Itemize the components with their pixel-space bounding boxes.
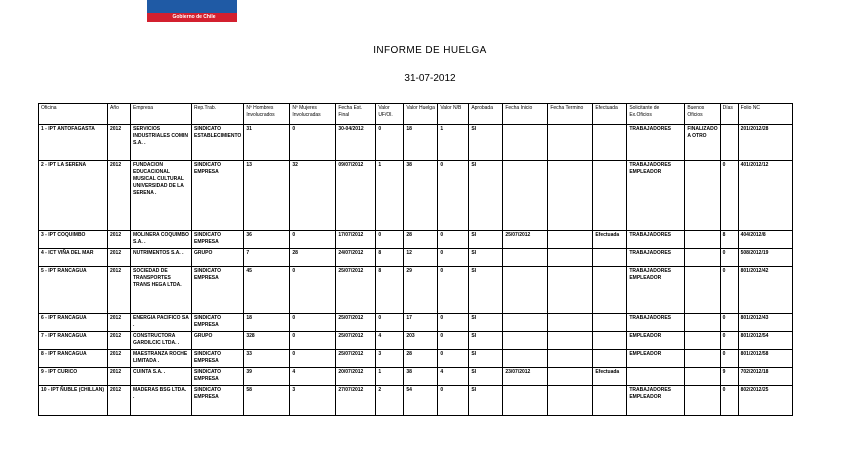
table-cell: TRABAJADORES EMPLEADOR [627,267,685,314]
col-header: Buenos Oficios [685,104,720,125]
table-cell: ENERGIA PACIFICO SA . [131,314,192,332]
table-cell [685,350,720,368]
table-cell [548,332,593,350]
table-row [39,249,793,267]
table-cell: 0 [290,350,336,368]
table-cell: 2012 [108,267,131,314]
table-cell: 24/07/2012 [336,249,376,267]
table-cell: 25/07/2012 [336,314,376,332]
table-cell [685,231,720,249]
col-header: Folio NC [738,104,792,125]
table-cell: EMPLEADOR [627,332,685,350]
table-cell [685,267,720,314]
col-header: Aprobada [469,104,503,125]
table-cell: 1 [438,125,469,161]
table-row [39,161,793,231]
table-cell: 10 - IPT ÑUBLE (CHILLAN) [39,386,108,416]
table-cell: 0 [720,350,738,368]
table-cell: 0 [438,314,469,332]
table-cell: 8 [376,249,404,267]
table-cell: 7 [244,249,290,267]
table-cell [685,314,720,332]
table-cell: 3 [290,386,336,416]
table-cell [548,267,593,314]
table-cell: 2 [376,386,404,416]
table-cell: 0 [720,267,738,314]
table-cell: 0 [720,249,738,267]
col-header: Efectuada [593,104,627,125]
table-cell: 802/2012/25 [738,386,792,416]
table-cell: SI [469,350,503,368]
col-header: Valor Huelga [404,104,438,125]
table-cell: 23/07/2012 [503,368,548,386]
table-cell: 0 [290,332,336,350]
col-header: Valor UF/Ol. [376,104,404,125]
table-cell: 801/2012/42 [738,267,792,314]
table-cell [503,249,548,267]
table-cell: SI [469,386,503,416]
table-cell: 2012 [108,161,131,231]
table-cell: 3 [376,350,404,368]
table-cell: 18 [404,125,438,161]
table-cell: SOCIEDAD DE TRANSPORTES TRANS HEGA LTDA. [131,267,192,314]
table-cell: TRABAJADORES [627,125,685,161]
table-row [39,332,793,350]
table-cell [593,350,627,368]
table-cell [548,249,593,267]
table-cell: 13 [244,161,290,231]
table-cell: 33 [244,350,290,368]
table-cell: 2012 [108,332,131,350]
table-cell: 0 [438,386,469,416]
table-cell: 4 [290,368,336,386]
table-cell: 45 [244,267,290,314]
table-cell: 2 - IPT LA SERENA [39,161,108,231]
table-cell: 8 [720,231,738,249]
table-cell: SINDICATO EMPRESA [192,368,244,386]
table-cell: 28 [404,350,438,368]
logo-blue-band [147,0,237,13]
table-cell [685,161,720,231]
table-cell: 0 [438,161,469,231]
table-cell: TRABAJADORES [627,231,685,249]
table-cell: 09/07/2012 [336,161,376,231]
table-cell: 0 [290,231,336,249]
col-header: Solicitante de Ex.Oficios [627,104,685,125]
table-cell: 0 [438,231,469,249]
table-cell: SINDICATO EMPRESA [192,314,244,332]
table-cell: 0 [290,267,336,314]
table-cell: NUTRIMENTOS S.A. . [131,249,192,267]
table-cell: 30-04/2012 [336,125,376,161]
gobierno-logo [147,0,237,22]
table-cell [503,125,548,161]
table-cell [548,314,593,332]
col-header: Fecha Termino [548,104,593,125]
table-row [39,386,793,416]
report-date: 31-07-2012 [404,73,456,84]
table-cell: MOLINERA COQUIMBO S.A. . [131,231,192,249]
table-cell: FINALIZADO A OTRO [685,125,720,161]
table-row [39,125,793,161]
table-cell: SI [469,267,503,314]
table-cell: 28 [290,249,336,267]
table-cell: 0 [720,314,738,332]
table-row [39,350,793,368]
table-cell: 0 [376,314,404,332]
table-cell: GRUPO [192,332,244,350]
table-cell: SI [469,161,503,231]
table-cell [593,314,627,332]
table-cell: 203 [404,332,438,350]
table-cell [720,125,738,161]
table-cell: 2012 [108,314,131,332]
table-cell [593,125,627,161]
table-cell: 201/2012/28 [738,125,792,161]
table-cell: 702/2012/18 [738,368,792,386]
table-cell: SERVICIOS INDUSTRIALES COMIN S.A. . [131,125,192,161]
table-cell: 801/2012/58 [738,350,792,368]
table-cell: 31 [244,125,290,161]
table-cell: SINDICATO ESTABLECIMIENTO [192,125,244,161]
table-cell: 8 [376,267,404,314]
table-cell: 5 - IPT RANCAGUA [39,267,108,314]
table-cell: CONSTRUCTORA GARDILCIC LTDA. . [131,332,192,350]
table-cell: SI [469,314,503,332]
col-header: Nº Mujeres Involucradas [290,104,336,125]
col-header: Nº Hombres Involucrados [244,104,290,125]
table-cell: SINDICATO EMPRESA [192,267,244,314]
table-cell: 0 [720,386,738,416]
table-cell: 801/2012/43 [738,314,792,332]
table-cell: Efectuada [593,231,627,249]
table-cell: 1 - IPT ANTOFAGASTA [39,125,108,161]
table-cell: 32 [290,161,336,231]
table-cell: SI [469,231,503,249]
table-cell: SI [469,368,503,386]
table-cell: 7 - IPT RANCAGUA [39,332,108,350]
report-title: INFORME DE HUELGA [373,45,487,56]
table-cell: 1 [376,161,404,231]
table-cell: 2012 [108,368,131,386]
table-cell: SINDICATO EMPRESA [192,231,244,249]
table-cell: 0 [290,125,336,161]
table-cell: 2012 [108,350,131,368]
table-cell: TRABAJADORES EMPLEADOR [627,386,685,416]
table-cell: 4 [376,332,404,350]
col-header: Año [108,104,131,125]
table-cell [548,161,593,231]
table-cell: MADERAS BSG LTDA. . [131,386,192,416]
table-cell: 4 [438,368,469,386]
table-cell: 404/2012/8 [738,231,792,249]
table-row [39,368,793,386]
table-cell: 39 [244,368,290,386]
table-cell: TRABAJADORES [627,249,685,267]
table-cell: 0 [376,125,404,161]
table-cell: 0 [720,161,738,231]
table-cell: 25/07/2012 [336,332,376,350]
col-header: Valor N/B [438,104,469,125]
table-cell: 6 - IPT RANCAGUA [39,314,108,332]
table-cell [685,386,720,416]
table-cell: 25/07/2012 [503,231,548,249]
table-cell: GRUPO [192,249,244,267]
table-cell [685,332,720,350]
table-cell [503,161,548,231]
table-cell: 801/2012/54 [738,332,792,350]
table-cell: 38 [404,161,438,231]
table-cell: 2012 [108,386,131,416]
table-cell [593,386,627,416]
table-cell [593,332,627,350]
table-cell: 401/2012/12 [738,161,792,231]
table-cell: 0 [290,314,336,332]
table-cell: 36 [244,231,290,249]
table-cell [685,249,720,267]
table-cell [593,161,627,231]
table-cell: 1 [376,368,404,386]
col-header: Rep.Trab. [192,104,244,125]
table-cell: MAESTRANZA ROCHE LIMITADA . [131,350,192,368]
table-cell: FUNDACION EDUCACIONAL MUSICAL CULTURAL UNIVERSIDAD DE LA SERENA . [131,161,192,231]
table-cell: SINDICATO EMPRESA [192,386,244,416]
col-header: Días [720,104,738,125]
table-row [39,231,793,249]
table-cell: SI [469,332,503,350]
table-cell: SI [469,249,503,267]
table-cell: TRABAJADORES EMPLEADOR [627,161,685,231]
table-cell: 58 [244,386,290,416]
table-cell: 25/07/2012 [336,267,376,314]
table-cell: 25/07/2012 [336,350,376,368]
table-cell: SINDICATO EMPRESA [192,350,244,368]
table-row [39,267,793,314]
table-cell [685,368,720,386]
table-cell [503,386,548,416]
table-cell: 29 [404,267,438,314]
table-cell: CUINTA S.A. . [131,368,192,386]
strike-report-table [38,103,793,416]
table-cell: 0 [438,332,469,350]
table-cell: Efectuada [593,368,627,386]
col-header: Empresa [131,104,192,125]
table-cell: 0 [438,249,469,267]
table-cell: 17 [404,314,438,332]
table-row [39,314,793,332]
table-cell: 18 [244,314,290,332]
col-header: Fecha Inicio [503,104,548,125]
table-cell: SI [469,125,503,161]
table-cell: 2012 [108,231,131,249]
col-header: Oficina [39,104,108,125]
table-cell: 9 [720,368,738,386]
table-cell: 4 - ICT VIÑA DEL MAR [39,249,108,267]
table-cell: 328 [244,332,290,350]
table-cell: SINDICATO EMPRESA [192,161,244,231]
col-header: Fecha Est. Final [336,104,376,125]
table-cell [593,249,627,267]
table-cell: 28 [404,231,438,249]
table-cell [503,314,548,332]
table-cell: 20/07/2012 [336,368,376,386]
table-cell [548,386,593,416]
table-cell: 17/07/2012 [336,231,376,249]
table-cell: 0 [376,231,404,249]
table-cell: 27/07/2012 [336,386,376,416]
table-cell [548,231,593,249]
table-cell: 12 [404,249,438,267]
table-cell: 3 - IPT COQUIMBO [39,231,108,249]
table-cell: 2012 [108,249,131,267]
table-header-row [39,104,793,125]
table-cell: 0 [438,350,469,368]
table-cell: 0 [438,267,469,314]
table-cell: 2012 [108,125,131,161]
table-cell [593,267,627,314]
table-cell: 0 [720,332,738,350]
table-cell: 508/2012/19 [738,249,792,267]
table-cell [548,125,593,161]
table-cell [548,368,593,386]
logo-text: Gobierno de Chile [172,14,216,20]
table-cell: 38 [404,368,438,386]
table-cell: TRABAJADORES [627,314,685,332]
table-cell [503,267,548,314]
table-cell [627,368,685,386]
table-cell: 9 - IPT CURICO [39,368,108,386]
table-cell [548,350,593,368]
table-cell [503,350,548,368]
table-cell [503,332,548,350]
table-cell: EMPLEADOR [627,350,685,368]
table-cell: 8 - IPT RANCAGUA [39,350,108,368]
table-cell: 54 [404,386,438,416]
